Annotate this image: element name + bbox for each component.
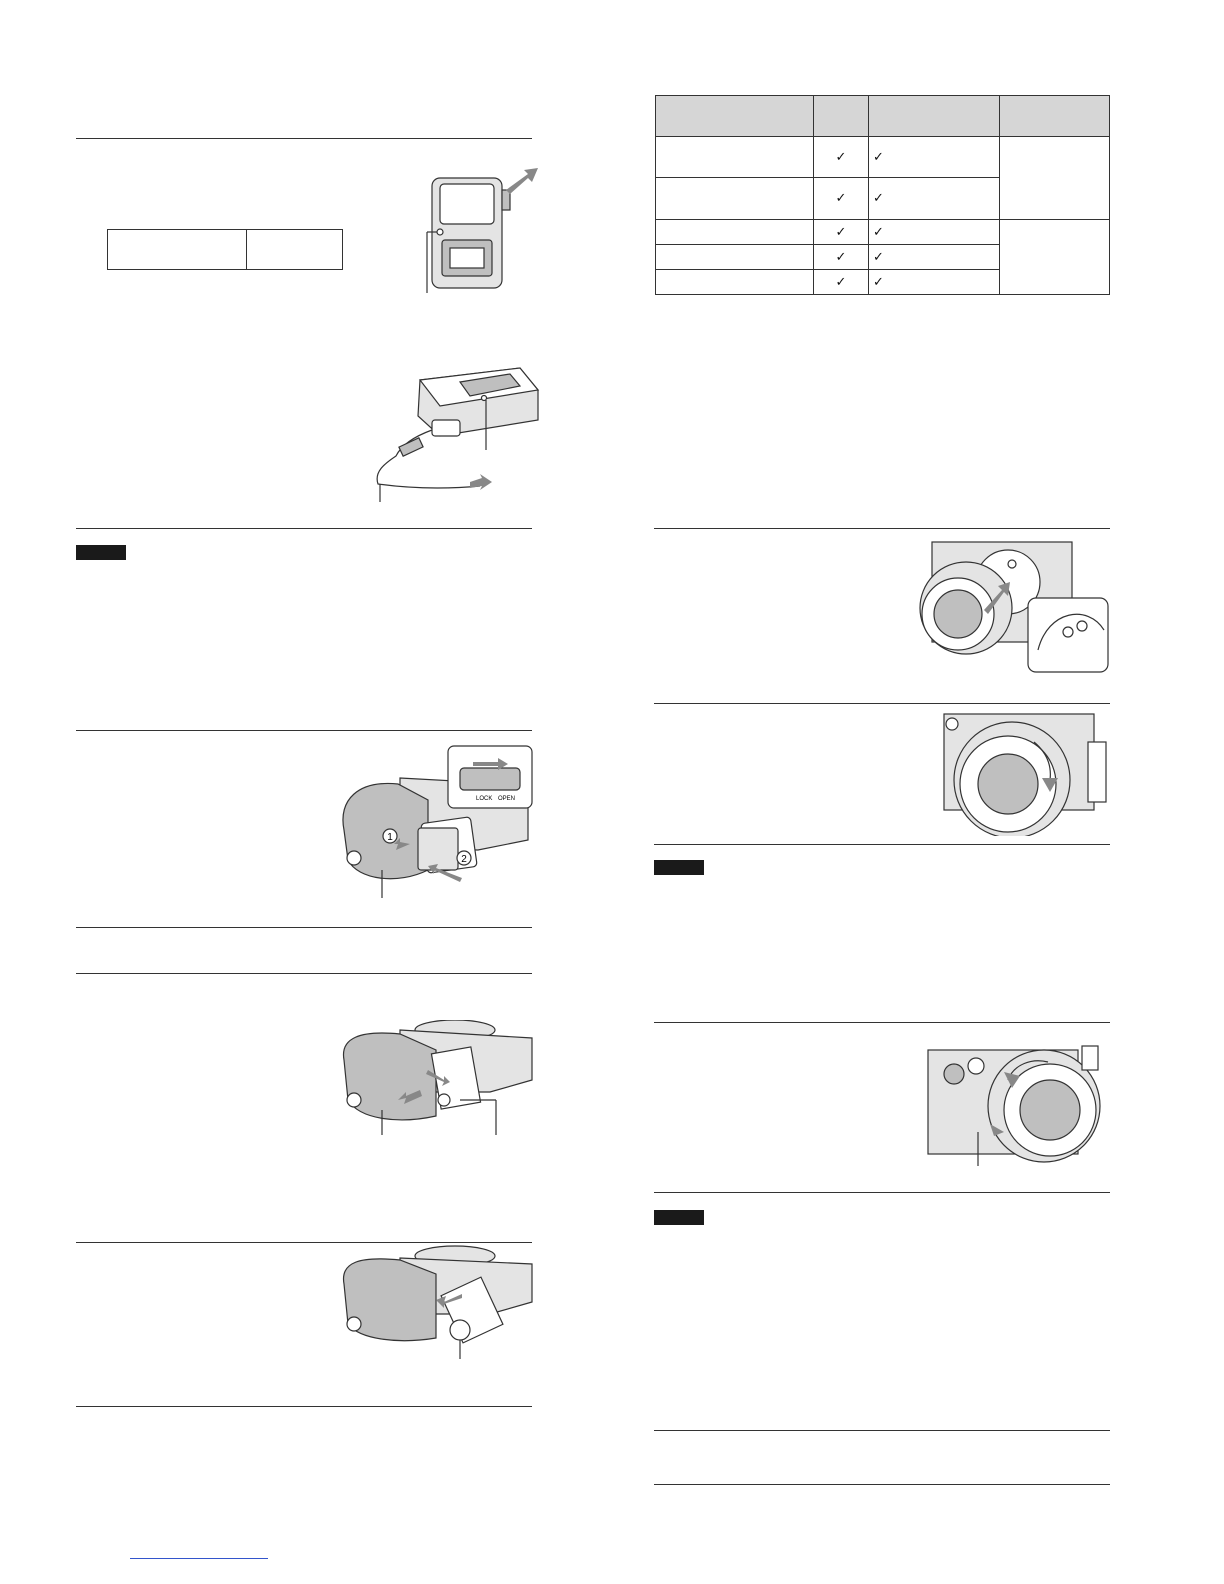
check-icon: ✓ xyxy=(869,220,1000,245)
table-cell xyxy=(656,178,814,220)
table-header-cell xyxy=(656,96,814,137)
check-icon: ✓ xyxy=(814,245,869,270)
charge-box-cell xyxy=(108,230,247,269)
check-icon: ✓ xyxy=(814,220,869,245)
check-icon: ✓ xyxy=(869,137,1000,178)
section-rule xyxy=(654,1022,1110,1023)
lens-remove-illustration xyxy=(926,1032,1110,1167)
table-cell xyxy=(656,137,814,178)
charge-time-box xyxy=(107,229,343,270)
section-rule xyxy=(76,1406,532,1407)
memory-card-illustration xyxy=(340,1244,535,1359)
note-tag xyxy=(654,860,704,875)
note-tag xyxy=(654,1210,704,1225)
table-header-cell xyxy=(1000,96,1110,137)
table-cell xyxy=(1000,137,1110,220)
section-rule xyxy=(654,1192,1110,1193)
section-rule xyxy=(654,1430,1110,1431)
lock-label: LOCK xyxy=(476,796,493,802)
table-header-cell xyxy=(869,96,1000,137)
lens-attach-illustration xyxy=(930,712,1110,836)
table-cell xyxy=(656,245,814,270)
battery-insert-illustration xyxy=(338,740,538,900)
table-cell xyxy=(656,220,814,245)
section-rule xyxy=(76,138,532,139)
check-icon: ✓ xyxy=(814,270,869,295)
table-row xyxy=(656,137,1110,178)
open-label: OPEN xyxy=(498,796,516,802)
table-row xyxy=(656,220,1110,245)
table-header-row xyxy=(656,96,1110,137)
footer-link-underline xyxy=(130,1558,268,1559)
table-header-cell xyxy=(814,96,869,137)
section-rule xyxy=(654,528,1110,529)
check-icon: ✓ xyxy=(814,178,869,220)
check-icon: ✓ xyxy=(869,178,1000,220)
section-rule xyxy=(76,1242,532,1243)
section-rule xyxy=(76,927,532,928)
section-rule xyxy=(654,844,1110,845)
section-rule xyxy=(654,1484,1110,1485)
table-cell xyxy=(1000,220,1110,295)
check-icon: ✓ xyxy=(869,245,1000,270)
step-2-label: 2 xyxy=(461,854,467,865)
charger-cord-illustration xyxy=(360,360,550,505)
check-icon: ✓ xyxy=(869,270,1000,295)
section-rule xyxy=(654,703,1110,704)
check-icon: ✓ xyxy=(814,137,869,178)
charger-plug-illustration xyxy=(410,160,540,300)
table-cell xyxy=(656,270,814,295)
note-tag xyxy=(76,545,126,560)
battery-remove-illustration xyxy=(340,1020,535,1135)
section-rule xyxy=(76,973,532,974)
compatibility-table xyxy=(655,95,1110,295)
lens-mount-illustration xyxy=(918,540,1110,675)
section-rule xyxy=(76,528,532,529)
step-1-label: 1 xyxy=(387,832,393,843)
charge-box-cell xyxy=(247,230,342,269)
section-rule xyxy=(76,730,532,731)
